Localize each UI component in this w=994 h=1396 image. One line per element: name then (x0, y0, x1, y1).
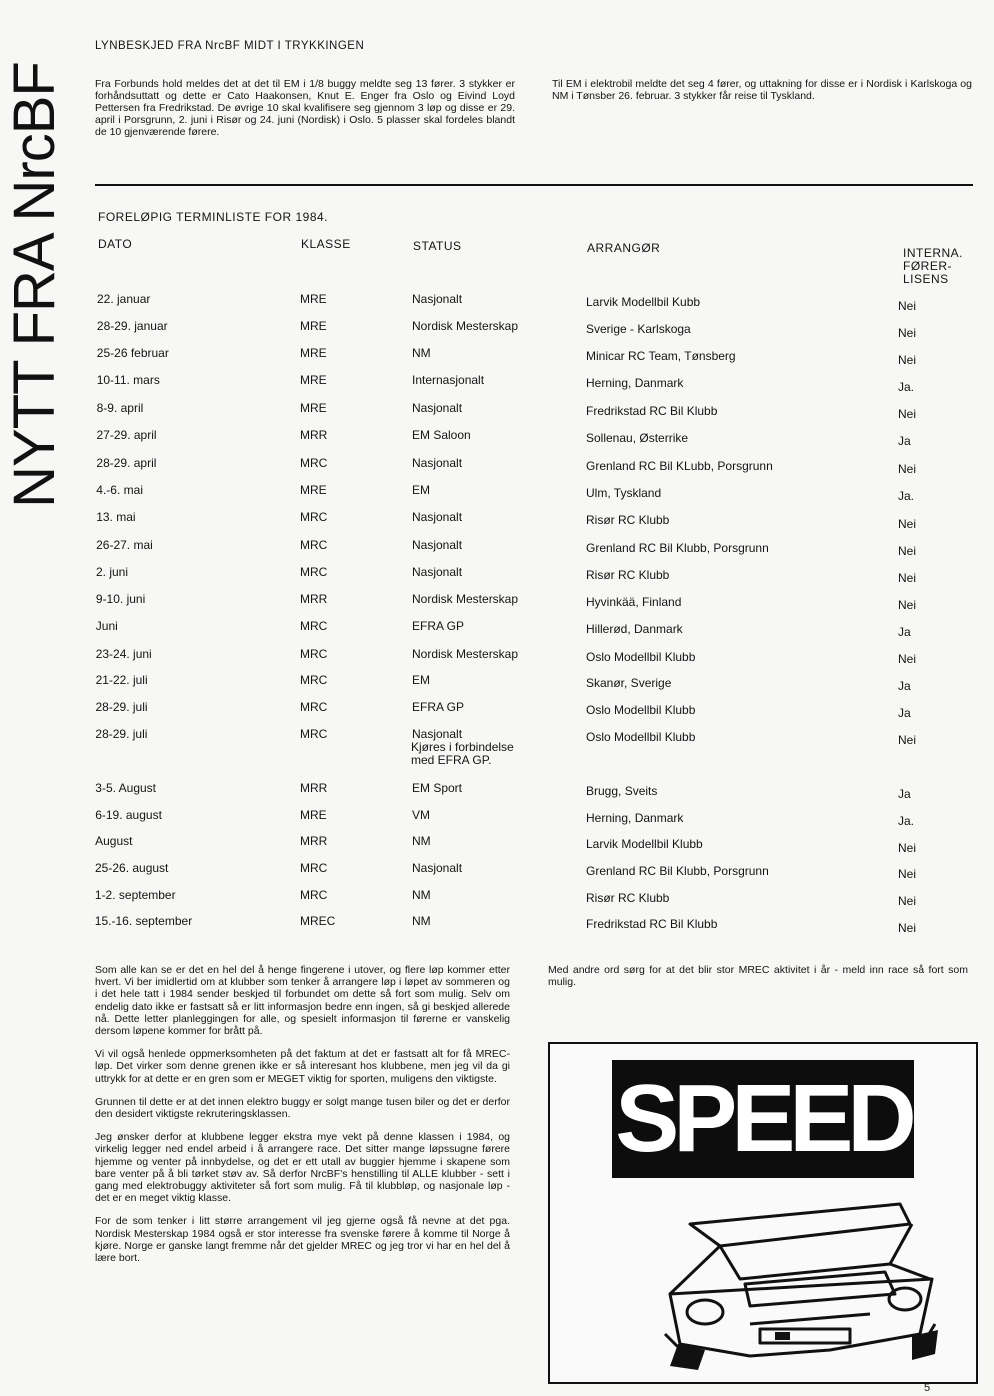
cell-dato: 8-9. april (96, 401, 144, 415)
cell-status-note: med EFRA GP. (411, 753, 492, 767)
cell-status: EM (412, 673, 430, 687)
cell-lisens: Ja (898, 706, 911, 720)
cell-klasse: MRE (300, 373, 327, 387)
article-right: Med andre ord sørg for at det blir stor MREC aktivitet i år - meld inn race så fort som mulig. (548, 964, 968, 989)
cell-status: Nasjonalt (412, 565, 463, 579)
cell-status: EM (412, 483, 430, 497)
cell-dato: 26-27. mai (96, 538, 153, 552)
col-header-arrangor: ARRANGØR (587, 241, 661, 255)
cell-klasse: MRE (300, 401, 327, 415)
cell-status: NM (412, 914, 431, 928)
cell-lisens: Ja (898, 787, 911, 801)
cell-status: NM (412, 888, 431, 902)
page-number: 5 (924, 1382, 931, 1394)
divider-rule (95, 184, 973, 186)
cell-arrangor: Minicar RC Team, Tønsberg (586, 349, 736, 363)
cell-status: Nasjonalt (412, 510, 463, 524)
cell-klasse: MRC (300, 456, 328, 470)
cell-lisens: Ja (898, 625, 911, 639)
cell-arrangor: Oslo Modellbil Klubb (586, 703, 696, 717)
flash-left-text: Fra Forbunds hold meldes det at det til EM i 1/8 buggy meldte seg 13 fører. 3 stykker er forhåndsuttatt og dette er Cato Haakonsen, Knut E. Enger fra Oslo og Eivind Loyd Pettersen fra Fredrikstad. De øvrige 10 skal kvalifisere seg gjennom 3 løp og disse er 29. april i Porsgrunn, 2. juni i Risør og 24. juni (Nordisk) i Oslo. 5 plasser skal fordeles blandt de 10 gjenværende førere. (95, 78, 515, 138)
cell-dato: 15.-16. september (94, 914, 193, 928)
cell-arrangor: Hillerød, Danmark (586, 622, 683, 636)
cell-lisens: Nei (898, 867, 917, 881)
cell-klasse: MRC (300, 888, 328, 902)
cell-status-note: Kjøres i forbindelse (411, 740, 514, 754)
cell-lisens: Ja (898, 679, 911, 693)
cell-status: EFRA GP (412, 700, 465, 714)
race-car-illustration (650, 1184, 950, 1374)
article-paragraph: Vi vil også henlede oppmerksomheten på det faktum at det er fastsatt alt for få MREC-løp. Det virker som denne grenen ikke er så interesant hos klubbene, men jeg vil da gi uttrykk for at dette er en gren som er MEGET viktig for sporten, muligens den viktigste. (95, 1048, 510, 1085)
cell-status: EM Saloon (412, 428, 471, 442)
cell-klasse: MRR (300, 428, 328, 442)
cell-arrangor: Risør RC Klubb (586, 891, 670, 905)
cell-lisens: Nei (898, 462, 917, 476)
cell-status: Nasjonalt (412, 456, 463, 470)
cell-status: Nasjonalt (412, 292, 463, 306)
cell-klasse: MRC (300, 861, 328, 875)
cell-dato: 21-22. juli (95, 673, 148, 687)
cell-klasse: MRC (300, 647, 328, 661)
col-header-status: STATUS (413, 239, 462, 253)
cell-status: NM (412, 834, 431, 848)
cell-arrangor: Herning, Danmark (586, 376, 684, 390)
cell-arrangor: Grenland RC Bil Klubb, Porsgrunn (586, 864, 769, 878)
cell-status: Nordisk Mesterskap (412, 592, 519, 606)
cell-lisens: Nei (898, 652, 917, 666)
cell-lisens: Nei (898, 894, 917, 908)
cell-status: Nasjonalt (412, 861, 463, 875)
cell-status: Internasjonalt (412, 373, 485, 387)
cell-dato: 28-29. juli (95, 700, 148, 714)
cell-arrangor: Skanør, Sverige (586, 676, 672, 690)
cell-dato: 9-10. juni (95, 592, 146, 606)
article-paragraph: Som alle kan se er det en hel del å henge fingerene i utover, og flere løp kommer etter hvert. Vi ber imidlertid om at klubber som tenker å arrangere løp i løpet av sommeren og i det hele tatt i 1984 sender beskjed til forbundet om dette så fort som mulig. Selv om endelig dato ikke er fastsatt så er litt informasjon bedre enn ingen, så gi beskjed allerede nå. Dette letter planleggingen for alle, og spesielt informasjon til førerne er vanskelig dersom løpene kommer for brått på. (95, 964, 510, 1038)
cell-lisens: Ja (898, 434, 911, 448)
cell-klasse: MRC (300, 700, 328, 714)
cell-arrangor: Sollenau, Østerrike (586, 431, 689, 445)
cell-lisens: Nei (898, 841, 917, 855)
article-left (95, 964, 510, 1275)
cell-dato: 13. mai (96, 510, 136, 524)
cell-klasse: MRC (300, 538, 328, 552)
cell-lisens: Nei (898, 353, 917, 367)
cell-arrangor: Larvik Modellbil Klubb (586, 837, 703, 851)
cell-lisens: Nei (898, 407, 917, 421)
cell-dato: 22. januar (97, 292, 151, 306)
cell-lisens: Ja. (898, 489, 915, 503)
cell-status: NM (412, 346, 431, 360)
cell-klasse: MREC (300, 914, 336, 928)
speed-logo (612, 1060, 914, 1178)
cell-arrangor: Herning, Danmark (586, 811, 684, 825)
cell-arrangor: Grenland RC Bil KLubb, Porsgrunn (586, 459, 773, 473)
cell-lisens: Nei (898, 733, 917, 747)
cell-dato: 23-24. juni (95, 647, 152, 661)
cell-arrangor: Fredrikstad RC Bil Klubb (586, 917, 718, 931)
cell-status: Nasjonalt (412, 538, 463, 552)
cell-arrangor: Oslo Modellbil Klubb (586, 730, 696, 744)
cell-dato: 28-29. juli (95, 727, 148, 741)
cell-dato: 4.-6. mai (96, 483, 143, 497)
cell-status: VM (412, 808, 430, 822)
cell-lisens: Nei (898, 517, 917, 531)
cell-dato: 6-19. august (95, 808, 162, 822)
article-paragraph: Grunnen til dette er at det innen elektro buggy er solgt mange tusen biler og det er derfor den desidert viktigste rekruteringsklassen. (95, 1095, 510, 1121)
cell-arrangor: Brugg, Sveits (586, 784, 658, 798)
speed-logo-text: SPEED (615, 1065, 911, 1172)
cell-dato: Juni (95, 619, 118, 633)
side-title: NYTT FRA NrcBF (2, 62, 67, 508)
cell-arrangor: Risør RC Klubb (586, 513, 670, 527)
cell-lisens: Nei (898, 571, 917, 585)
cell-arrangor: Grenland RC Bil Klubb, Porsgrunn (586, 541, 769, 555)
cell-klasse: MRC (300, 619, 328, 633)
flash-right-text: Til EM i elektrobil meldte det seg 4 fører, og uttakning for disse er i Nordisk i Karlskoga og NM i Tønsber 26. februar. 3 stykker får reise til Tyskland. (552, 78, 972, 102)
cell-arrangor: Risør RC Klubb (586, 568, 670, 582)
cell-klasse: MRR (300, 781, 328, 795)
cell-klasse: MRE (300, 808, 327, 822)
cell-lisens: Nei (898, 921, 917, 935)
cell-dato: 2. juni (96, 565, 129, 579)
cell-arrangor: Sverige - Karlskoga (586, 322, 691, 336)
col-header-klasse: KLASSE (301, 237, 351, 251)
cell-arrangor: Ulm, Tyskland (586, 486, 662, 500)
cell-dato: 28-29. januar (96, 319, 168, 333)
cell-dato: 1-2. september (94, 888, 176, 902)
cell-dato: 3-5. August (95, 781, 157, 795)
speed-advert (548, 1042, 978, 1384)
cell-lisens: Ja. (898, 814, 915, 828)
cell-klasse: MRE (300, 483, 327, 497)
cell-klasse: MRR (300, 592, 328, 606)
cell-arrangor: Larvik Modellbil Kubb (586, 295, 701, 309)
cell-klasse: MRC (300, 565, 328, 579)
cell-klasse: MRE (300, 346, 327, 360)
cell-klasse: MRC (300, 673, 328, 687)
cell-lisens: Ja. (898, 380, 915, 394)
article-paragraph: Jeg ønsker derfor at klubbene legger ekstra mye vekt på denne klassen i 1984, og virkelig legger ned endel arbeid i å arrangere race. Det sitter mange løpssugne førere hjemme og venter på innbydelse, og det er ett utall av buggier hjemme i skapene som bare venter på å bli tørket støv av. Så derfor NrcBF's henstilling til ALLE klubber - sett i gang med elektrobuggy aktiviteter så fort som mulig. Få til klubbløp, og nasjonale løp - det er en meget viktig klasse. (95, 1131, 510, 1205)
cell-dato: 27-29. april (96, 428, 157, 442)
cell-dato: 28-29. april (96, 456, 157, 470)
cell-status: Nordisk Mesterskap (412, 647, 519, 661)
cell-lisens: Nei (898, 326, 917, 340)
cell-arrangor: Hyvinkää, Finland (586, 595, 682, 609)
schedule-title: FORELØPIG TERMINLISTE FOR 1984. (98, 210, 328, 224)
col-header-dato: DATO (98, 237, 133, 251)
cell-dato: August (95, 834, 133, 848)
cell-dato: 25-26 februar (96, 346, 169, 360)
col-header-lisens: INTERNA. FØRER- LISENS (903, 246, 964, 286)
cell-lisens: Nei (898, 544, 917, 558)
cell-klasse: MRC (300, 727, 328, 741)
cell-status: Nordisk Mesterskap (412, 319, 519, 333)
cell-arrangor: Oslo Modellbil Klubb (586, 650, 696, 664)
article-paragraph: For de som tenker i litt større arrangement vil jeg gjerne også få nevne at det pga. Nordisk Mesterskap 1984 også er stor interesse fra svenske førere å komme til Norge å kjøre. Norge er ganske langt fremme når det gjelder MREC og jeg tror vi har en hel del å lære bort. (95, 1215, 510, 1265)
cell-status: EM Sport (412, 781, 463, 795)
cell-status: Nasjonalt (412, 401, 463, 415)
cell-klasse: MRR (300, 834, 328, 848)
cell-klasse: MRE (300, 319, 327, 333)
cell-dato: 10-11. mars (96, 373, 160, 387)
cell-lisens: Nei (898, 299, 917, 313)
cell-status: EFRA GP (412, 619, 465, 633)
cell-dato: 25-26. august (95, 861, 169, 875)
cell-klasse: MRC (300, 510, 328, 524)
cell-klasse: MRE (300, 292, 327, 306)
cell-arrangor: Fredrikstad RC Bil Klubb (586, 404, 718, 418)
flash-heading: LYNBESKJED FRA NrcBF MIDT I TRYKKINGEN (95, 40, 365, 52)
cell-status: Nasjonalt (412, 727, 463, 741)
cell-lisens: Nei (898, 598, 917, 612)
